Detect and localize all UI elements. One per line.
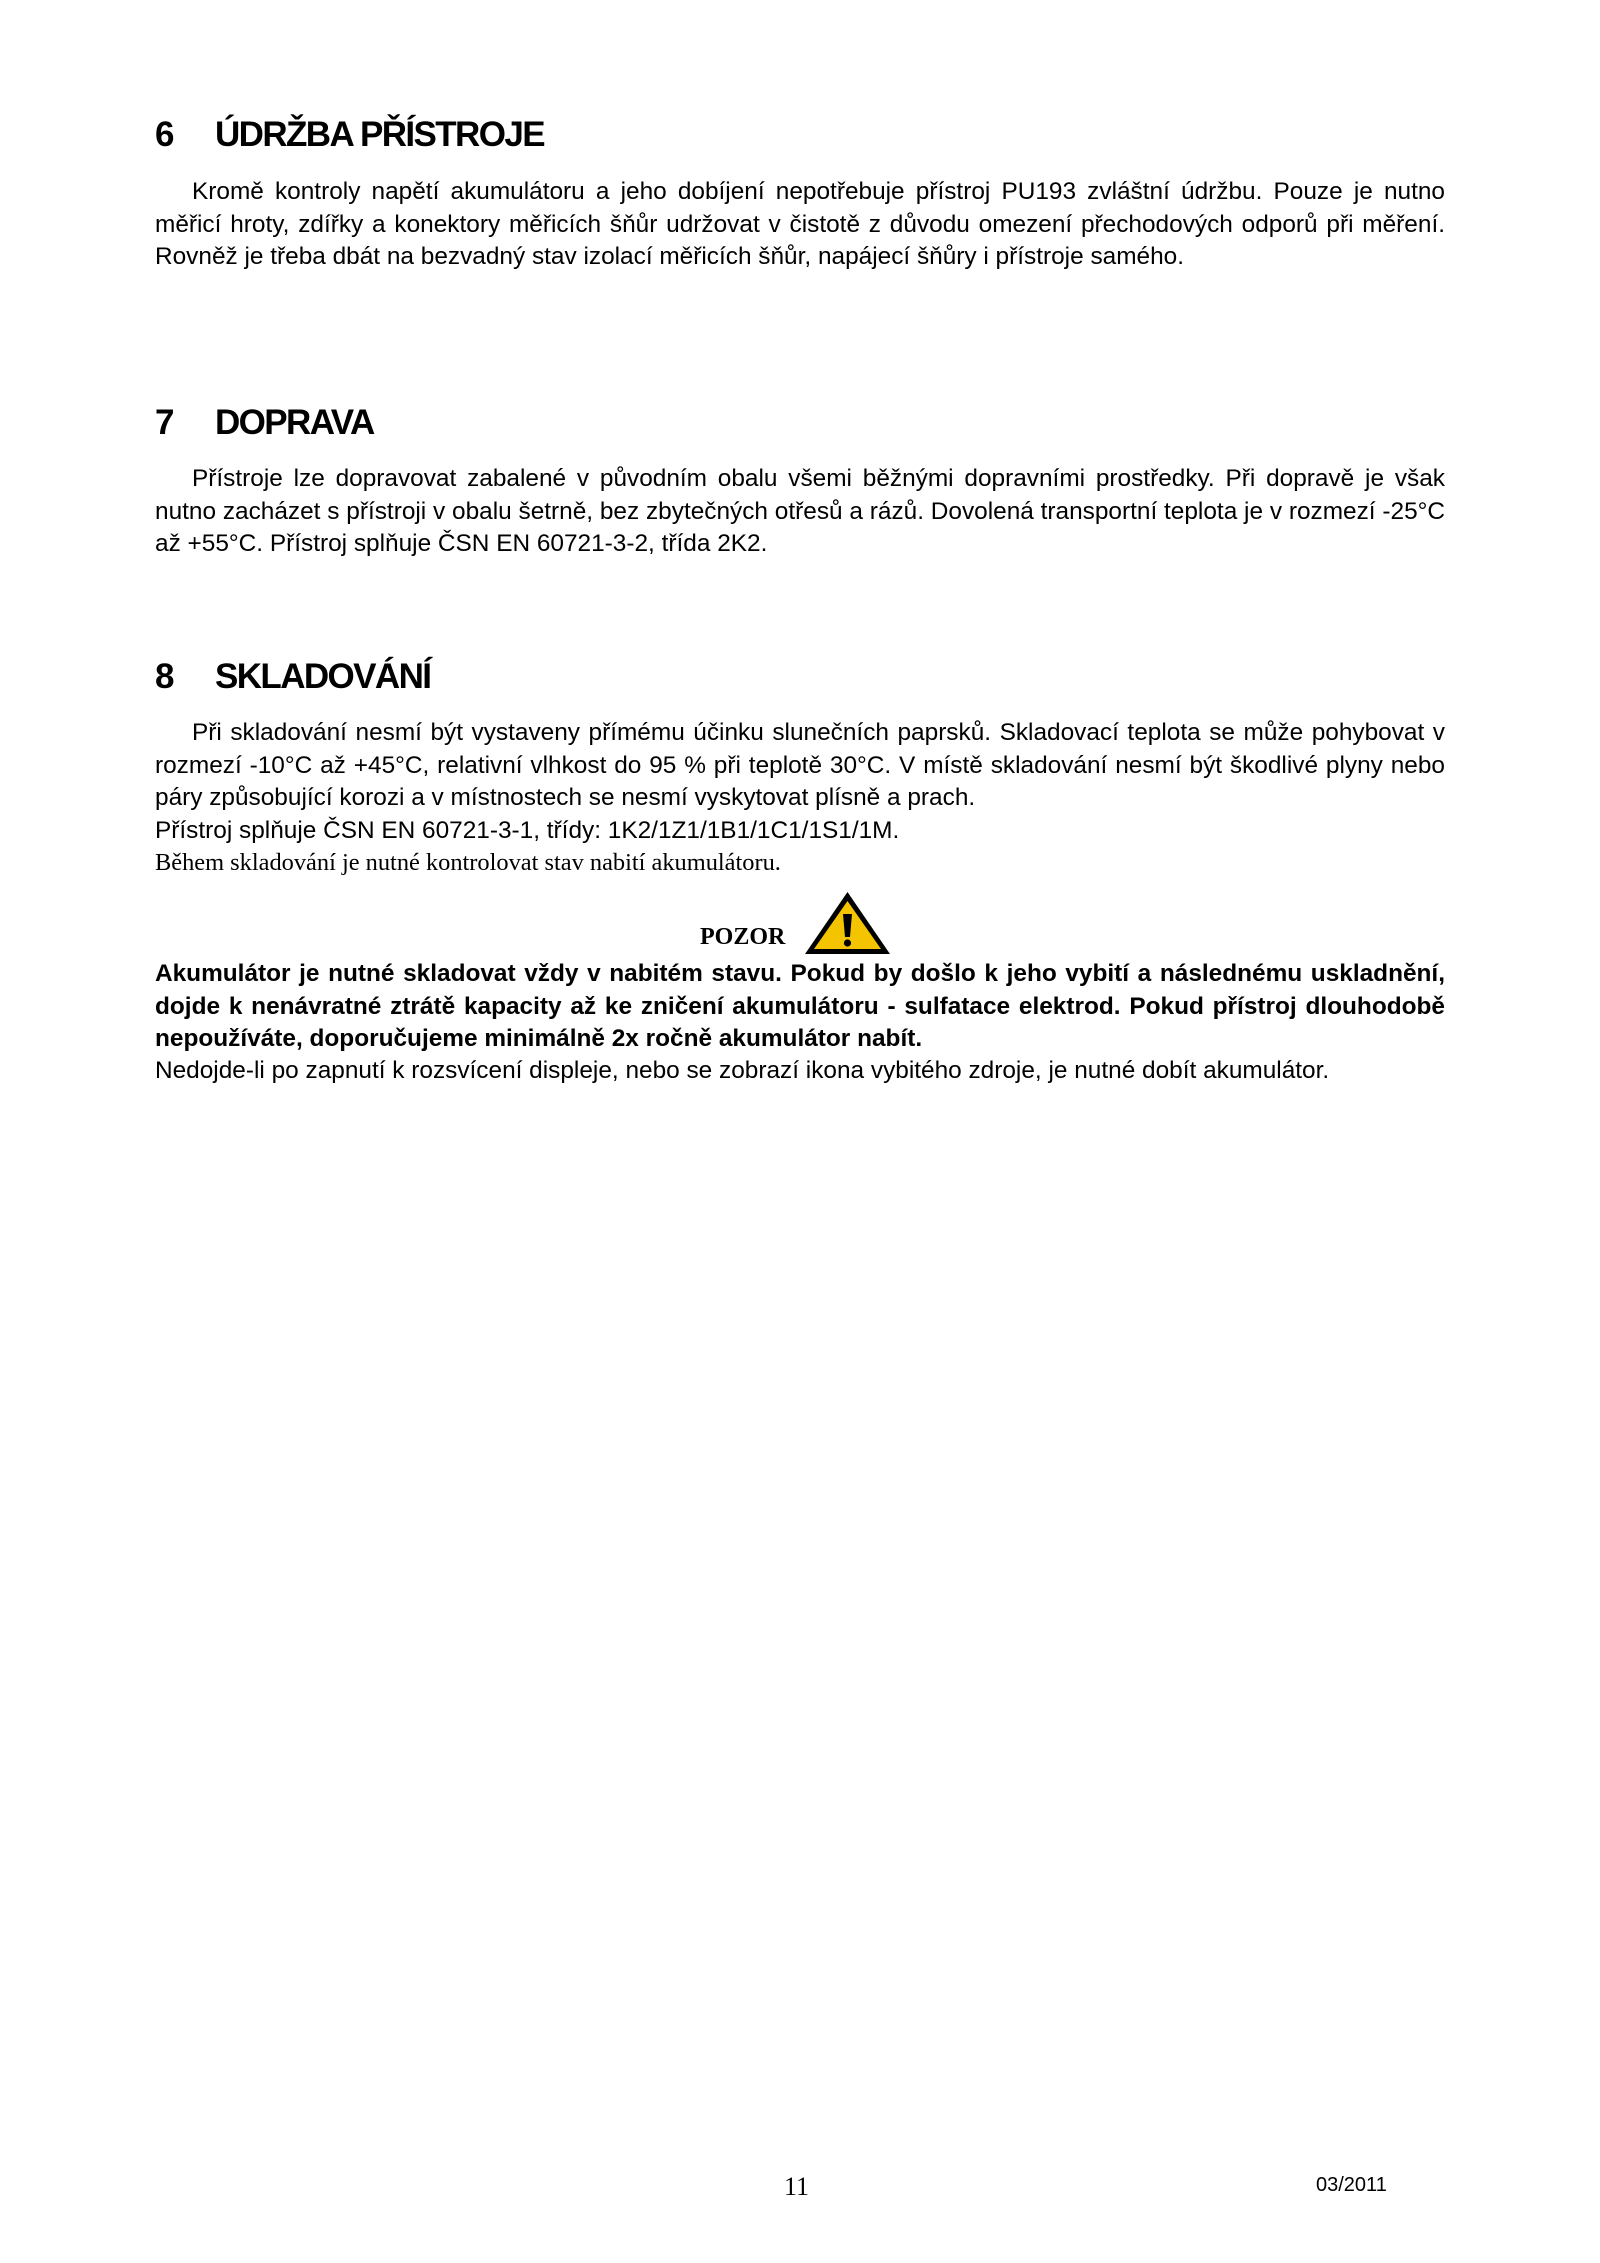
section-title: DOPRAVA (215, 403, 374, 442)
section-paragraph: Přístroje lze dopravovat zabalené v původním obalu všemi běžnými dopravními prostředky. Při dopravě je však nutno zacházet s přístroji v obalu šetrně, bez zbytečných otřesů a rázů. Dovolená transportní teplota je v rozmezí -25°C až +55°C. Přístroj splňuje ČSN EN 60721-3-2, třída 2K2. (155, 465, 1445, 557)
warning-triangle-icon (800, 888, 895, 958)
revision-date: 03/2011 (1316, 2174, 1387, 2196)
standard-line: Přístroj splňuje ČSN EN 60721-3-1, třídy: 1K2/1Z1/1B1/1C1/1S1/1M. (155, 817, 900, 844)
section-number: 6 (155, 115, 175, 154)
section-number: 7 (155, 403, 175, 442)
warning-header (155, 888, 1445, 958)
section-title: SKLADOVÁNÍ (215, 657, 431, 696)
section-heading (155, 657, 430, 697)
section-paragraph: Při skladování nesmí být vystaveny přímému účinku slunečních paprsků. Skladovací teplota se může pohybovat v rozmezí -10°C až +45°C, relativní vlhkost do 95 % při teplotě 30°C. V místě skladování nesmí být škodlivé plyny nebo páry způsobující korozi a v místnostech se nesmí vyskytovat plísně a prach. (155, 719, 1445, 811)
page-number: 11 (784, 2172, 810, 2201)
warning-plain-text: Nedojde-li po zapnutí k rozsvícení displeje, nebo se zobrazí ikona vybitého zdroje, je nutné dobít akumulátor. (155, 1057, 1330, 1084)
section-heading (155, 403, 374, 443)
warning-label: POZOR (700, 924, 786, 950)
section-title: ÚDRŽBA PŘÍSTROJE (215, 115, 544, 154)
warning-bold-text: Akumulátor je nutné skladovat vždy v nabitém stavu. Pokud by došlo k jeho vybití a následnému uskladnění, dojde k nenávratné ztrátě kapacity až ke zničení akumulátoru - sulfatace elektrod. Pokud přístroj dlouhodobě nepoužíváte, doporučujeme minimálně 2x ročně akumulátor nabít. (155, 960, 1445, 1052)
battery-check-line: Během skladování je nutné kontrolovat stav nabití akumulátoru. (155, 849, 781, 876)
section-heading (155, 115, 544, 155)
section-paragraph: Kromě kontroly napětí akumulátoru a jeho dobíjení nepotřebuje přístroj PU193 zvláštní údržbu. Pouze je nutno měřicí hroty, zdířky a konektory měřicích šňůr udržovat v čistotě z důvodu omezení přechodových odporů při měření. Rovněž je třeba dbát na bezvadný stav izolací měřicích šňůr, napájecí šňůry i přístroje samého. (155, 178, 1445, 270)
section-number: 8 (155, 657, 175, 696)
